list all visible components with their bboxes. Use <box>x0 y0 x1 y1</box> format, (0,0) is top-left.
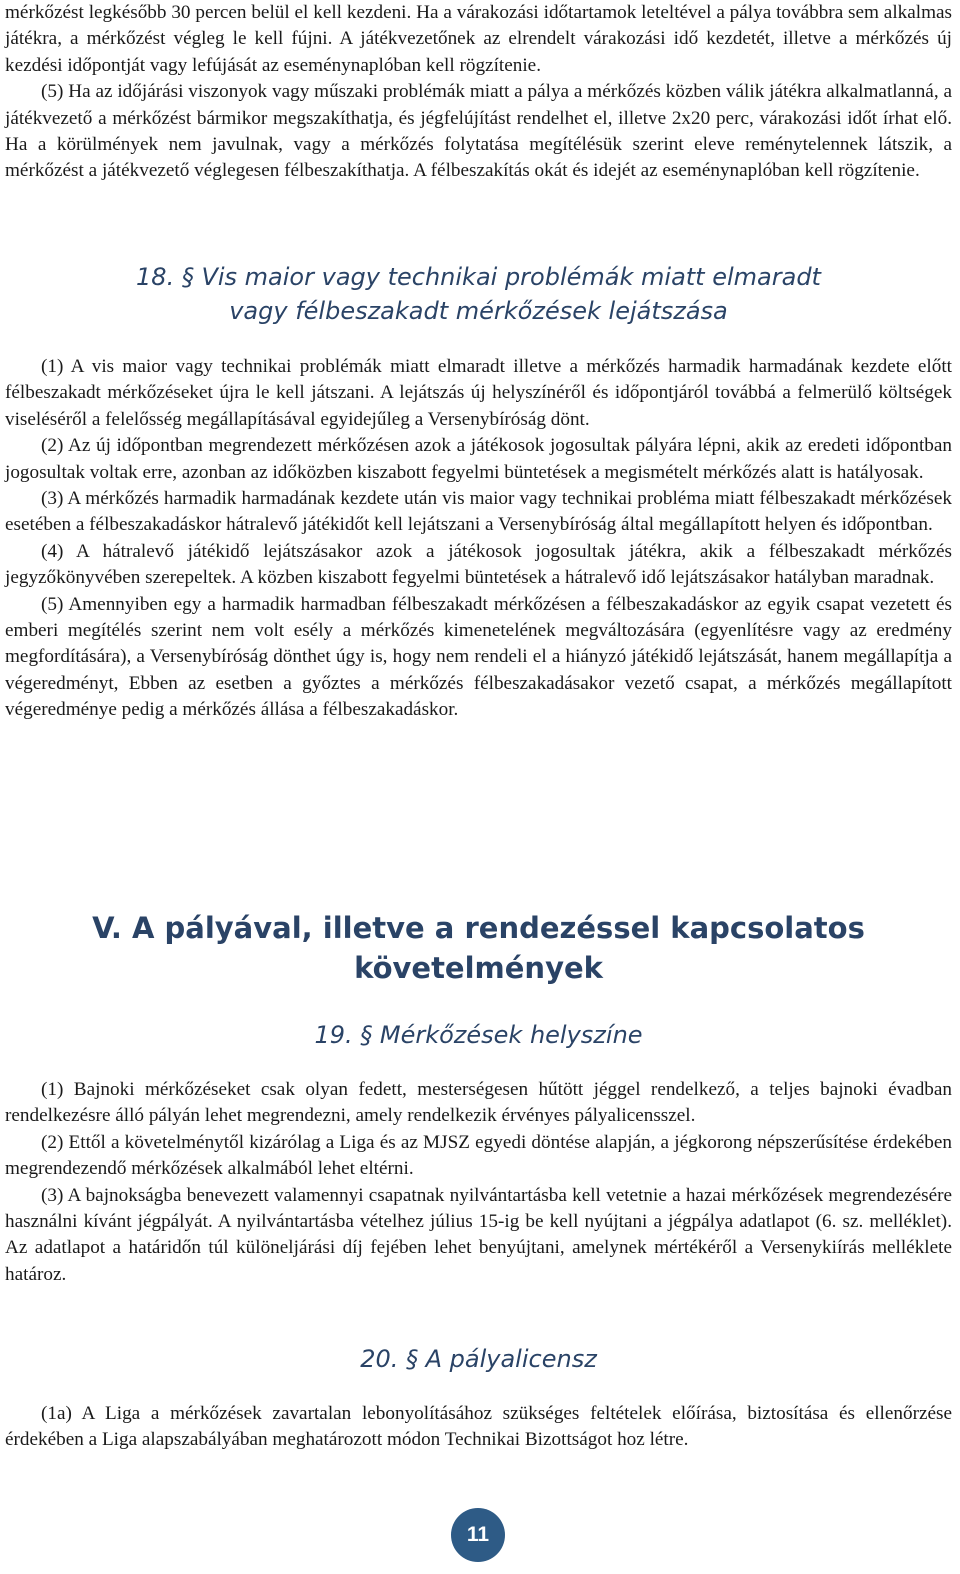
chapter-v-heading <box>5 908 952 988</box>
section-20-body <box>5 1401 952 1454</box>
section-19-paragraph-2: (2) Ettől a követelménytől kizárólag a Liga és az MJSZ egyedi döntése alapján, a jégkorong népszerűsítése érdekében megrendezendő mérkőzések alkalmából lehet eltérni. <box>5 1131 952 1180</box>
paragraph-5-weather: (5) Ha az időjárási viszonyok vagy műszaki problémák miatt a pálya a mérkőzés közben válik játékra alkalmatlanná, a játékvezető a mérkőzést bármikor megszakíthatja, és jégfelújítást rendelhet el, illetve 2x20 perc, várakozási időt írhat elő. Ha a körülmények nem javulnak, vagy a mérkőzés folytatása megítélésük szerint eleve reménytelennek látszik, a mérkőzést a játékvezető véglegesen félbeszakíthatja. A félbeszakítás okát és idejét az eseménynaplóban kell rögzítenie. <box>5 81 952 182</box>
section-20-heading: 20. § A pályalicensz <box>360 1345 597 1373</box>
chapter-heading-line1: V. A pályával, illetve a rendezéssel kapcsolatos <box>92 911 865 945</box>
section-20-paragraph-1a: (1a) A Liga a mérkőzések zavartalan lebonyolításához szükséges feltételek előírása, biztosítása és ellenőrzése érdekében a Liga alapszabályában meghatározott módon Technikai Bizottságot hoz létre. <box>5 1403 952 1451</box>
section-19-paragraph-1: (1) Bajnoki mérkőzéseket csak olyan fedett, mesterségesen hűtött jéggel rendelkező, a teljes bajnoki évadban rendelkezésre álló pályán lehet megrendezni, amely rendelkezik érvényes pályalicensszel. <box>5 1079 952 1127</box>
section-18-heading-line2: vagy félbeszakadt mérkőzések lejátszása <box>229 297 728 325</box>
section-18-heading-line1: 18. § Vis maior vagy technikai problémák miatt elmaradt <box>136 263 821 291</box>
section-18-paragraph-3: (3) A mérkőzés harmadik harmadának kezdete után vis maior vagy technikai probléma miatt félbeszakadt mérkőzések esetében a félbeszakadáskor hátralevő játékidőt kell lejátszani a Versenybíróság által megállapított helyen és időpontban. <box>5 488 952 536</box>
section-19-paragraph-3: (3) A bajnokságba benevezett valamennyi csapatnak nyilvántartásba kell vetetnie a hazai mérkőzések megrendezésére használni kívánt jégpályát. A nyilvántartásba vételhez július 15-ig be kell nyújtani a jégpálya adatlapot (6. sz. melléklet). Az adatlapot a határidőn túl különeljárási díj fejében lehet benyújtani, amelynek mértékéről a Versenykiírás melléklete határoz. <box>5 1184 952 1285</box>
page-number-badge: 11 <box>451 1508 505 1562</box>
continuation-paragraph: mérkőzést legkésőbb 30 percen belül el kell kezdeni. Ha a várakozási időtartamok leteltével a pálya továbbra sem alkalmas játékra, a mérkőzést végleg le kell fújni. A játékvezetőnek az elrendelt várakozási idő kezdetét, illetve a mérkőzés új kezdési időpontját vagy lefújását az eseménynaplóban kell rögzítenie. <box>5 2 952 76</box>
section-19-body <box>5 1077 952 1288</box>
section-18-paragraph-5: (5) Amennyiben egy a harmadik harmadban félbeszakadt mérkőzésen a félbeszakadáskor az egyik csapat vezetett és emberi megítélés szerint nem volt esély a mérkőzés kimenetelének megváltozására (egyenlítésre vagy az eredmény megfordítására), a Versenybíróság dönthet úgy is, hogy nem rendeli el a hiányzó játékidő lejátszását, hanem megállapítja a végeredményt, Ebben az esetben a győztes a mérkőzés félbeszakadásakor vezető csapat, a mérkőzés megállapított végeredménye pedig a mérkőzés állása a félbeszakadáskor. <box>5 593 952 721</box>
section-18-body <box>5 354 952 724</box>
chapter-heading-line2: követelmények <box>354 951 603 985</box>
section-18-paragraph-2: (2) Az új időpontban megrendezett mérkőzésen azok a játékosok jogosultak pályára lépni, akik az eredeti időpontban jogosultak voltak erre, azonban az időközben kiszabott fegyelmi büntetések a megismételt mérkőzés alatt is hatályosak. <box>5 435 952 483</box>
section-18-paragraph-4: (4) A hátralevő játékidő lejátszásakor azok a játékosok jogosultak játékra, akik a félbeszakadt mérkőzés jegyzőkönyvében szerepeltek. A közben kiszabott fegyelmi büntetések a hátralevő idő lejátszásakor hatályban maradnak. <box>5 540 952 589</box>
section-18-paragraph-1: (1) A vis maior vagy technikai problémák miatt elmaradt illetve a mérkőzés harmadik harmadának kezdete előtt félbeszakadt mérkőzéseket újra le kell játszani. A lejátszás új helyszínéről és időpontjáról továbbá a felmerülő költségek viseléséről a felelősség megállapításával egyidejűleg a Versenybíróság dönt. <box>5 356 952 430</box>
top-section <box>5 0 952 185</box>
section-18-heading <box>5 260 952 328</box>
section-19-heading: 19. § Mérkőzések helyszíne <box>314 1021 643 1049</box>
